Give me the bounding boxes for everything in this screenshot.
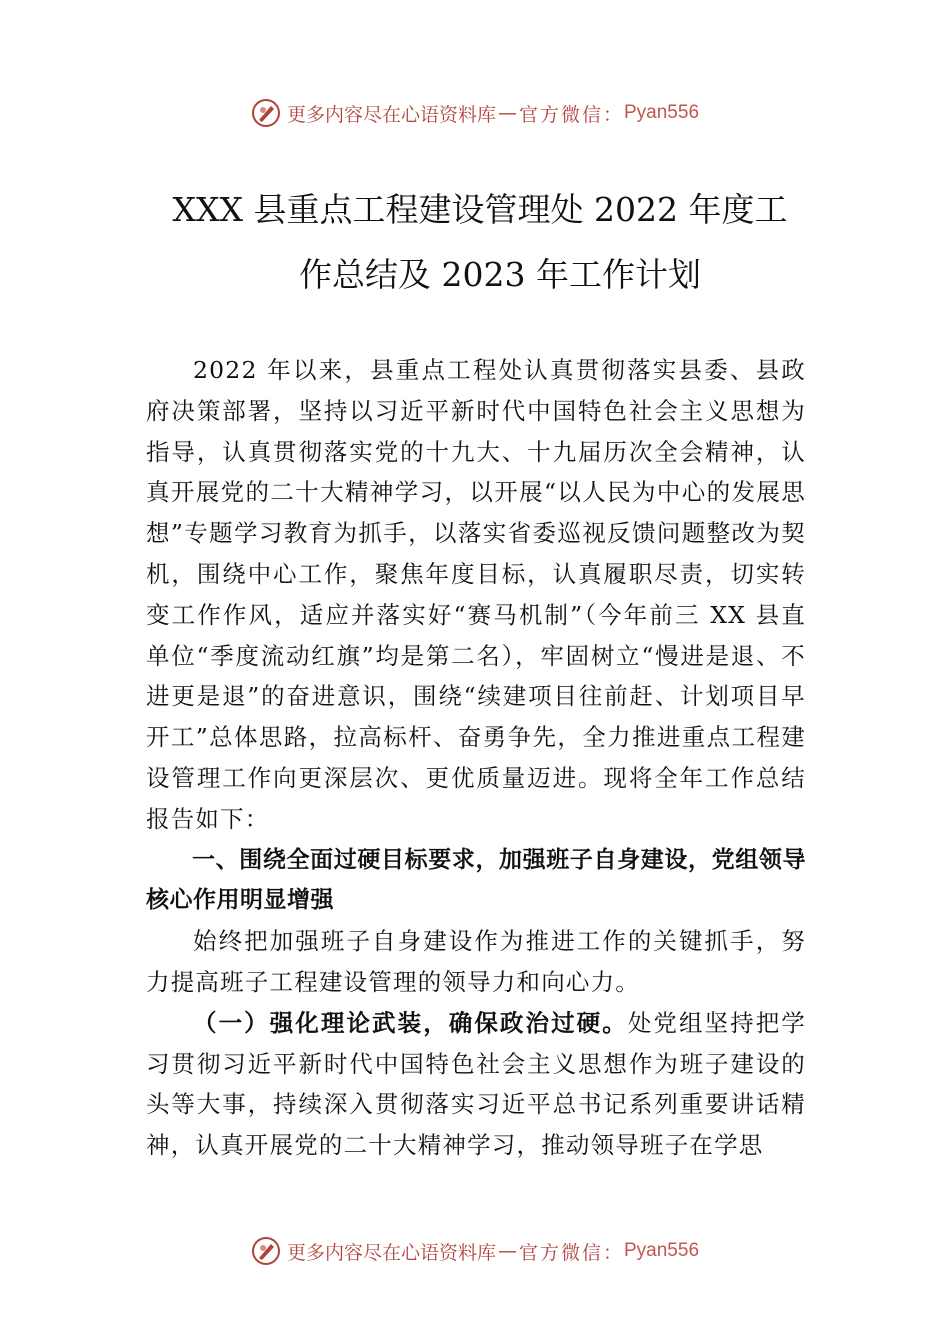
subsection-1-title: （一）强化理论武装，确保政治过硬。 (193, 1008, 628, 1037)
document-title-line-1: XXX 县重点工程建设管理处 2022 年度工 (172, 190, 788, 229)
watermark-wechat-id: Pyan556 (624, 1240, 700, 1261)
document-title-line-2: 作总结及 2023 年工作计划 (299, 255, 701, 294)
watermark-header (0, 98, 950, 128)
watermark-wechat-label: 官方微信： (518, 103, 624, 126)
subsection-1-text: 处党组坚持把学习贯彻习近平新时代中国特色社会主义思想作为班子建设的头等大事，持续深入贯彻落实习近平总书记系列重要讲话精神，认真开展党的二十大精神学习，推动领导班子在学思 (146, 1008, 806, 1160)
intro-paragraph: 2022 年以来，县重点工程处认真贯彻落实县委、县政府决策部署，坚持以习近平新时代中国特色社会主义思想为指导，认真贯彻落实党的十九大、十九届历次全会精神，认真开展党的二十大精神学习，以开展“以人民为中心的发展思想”专题学习教育为抓手，以落实省委巡视反馈问题整改为契机，围绕中心工作，聚焦年度目标，认真履职尽责，切实转变工作作风，适应并落实好“赛马机制”（今年前三 XX 县直单位“季度流动红旗”均是第二名），牢固树立“慢进是退、不进更是退”的奋进意识，围绕“续建项目往前赶、计划项目早开工”总体思路，拉高标杆、奋勇争先，全力推进重点工程建设管理工作向更深层次、更优质量迈进。现将全年工作总结报告如下： (146, 356, 806, 833)
watermark-footer (0, 1236, 950, 1266)
watermark-dash: — (497, 1240, 517, 1262)
section-1-heading: 一、围绕全面过硬目标要求，加强班子自身建设，党组领导核心作用明显增强 (146, 846, 806, 914)
watermark-wechat-label: 官方微信： (518, 1241, 624, 1264)
document-body (146, 350, 806, 1166)
watermark-wechat-id: Pyan556 (624, 102, 700, 123)
watermark-dash: — (497, 102, 517, 124)
watermark-site: 更多内容尽在心语资料库 (286, 1241, 496, 1264)
subsection-1-paragraph (146, 1003, 806, 1166)
watermark-site: 更多内容尽在心语资料库 (286, 103, 496, 126)
pen-logo-icon (251, 1236, 281, 1266)
section-1-paragraph: 始终把加强班子自身建设作为推进工作的关键抓手，努力提高班子工程建设管理的领导力和向心力。 (146, 927, 806, 996)
pen-logo-icon (251, 98, 281, 128)
